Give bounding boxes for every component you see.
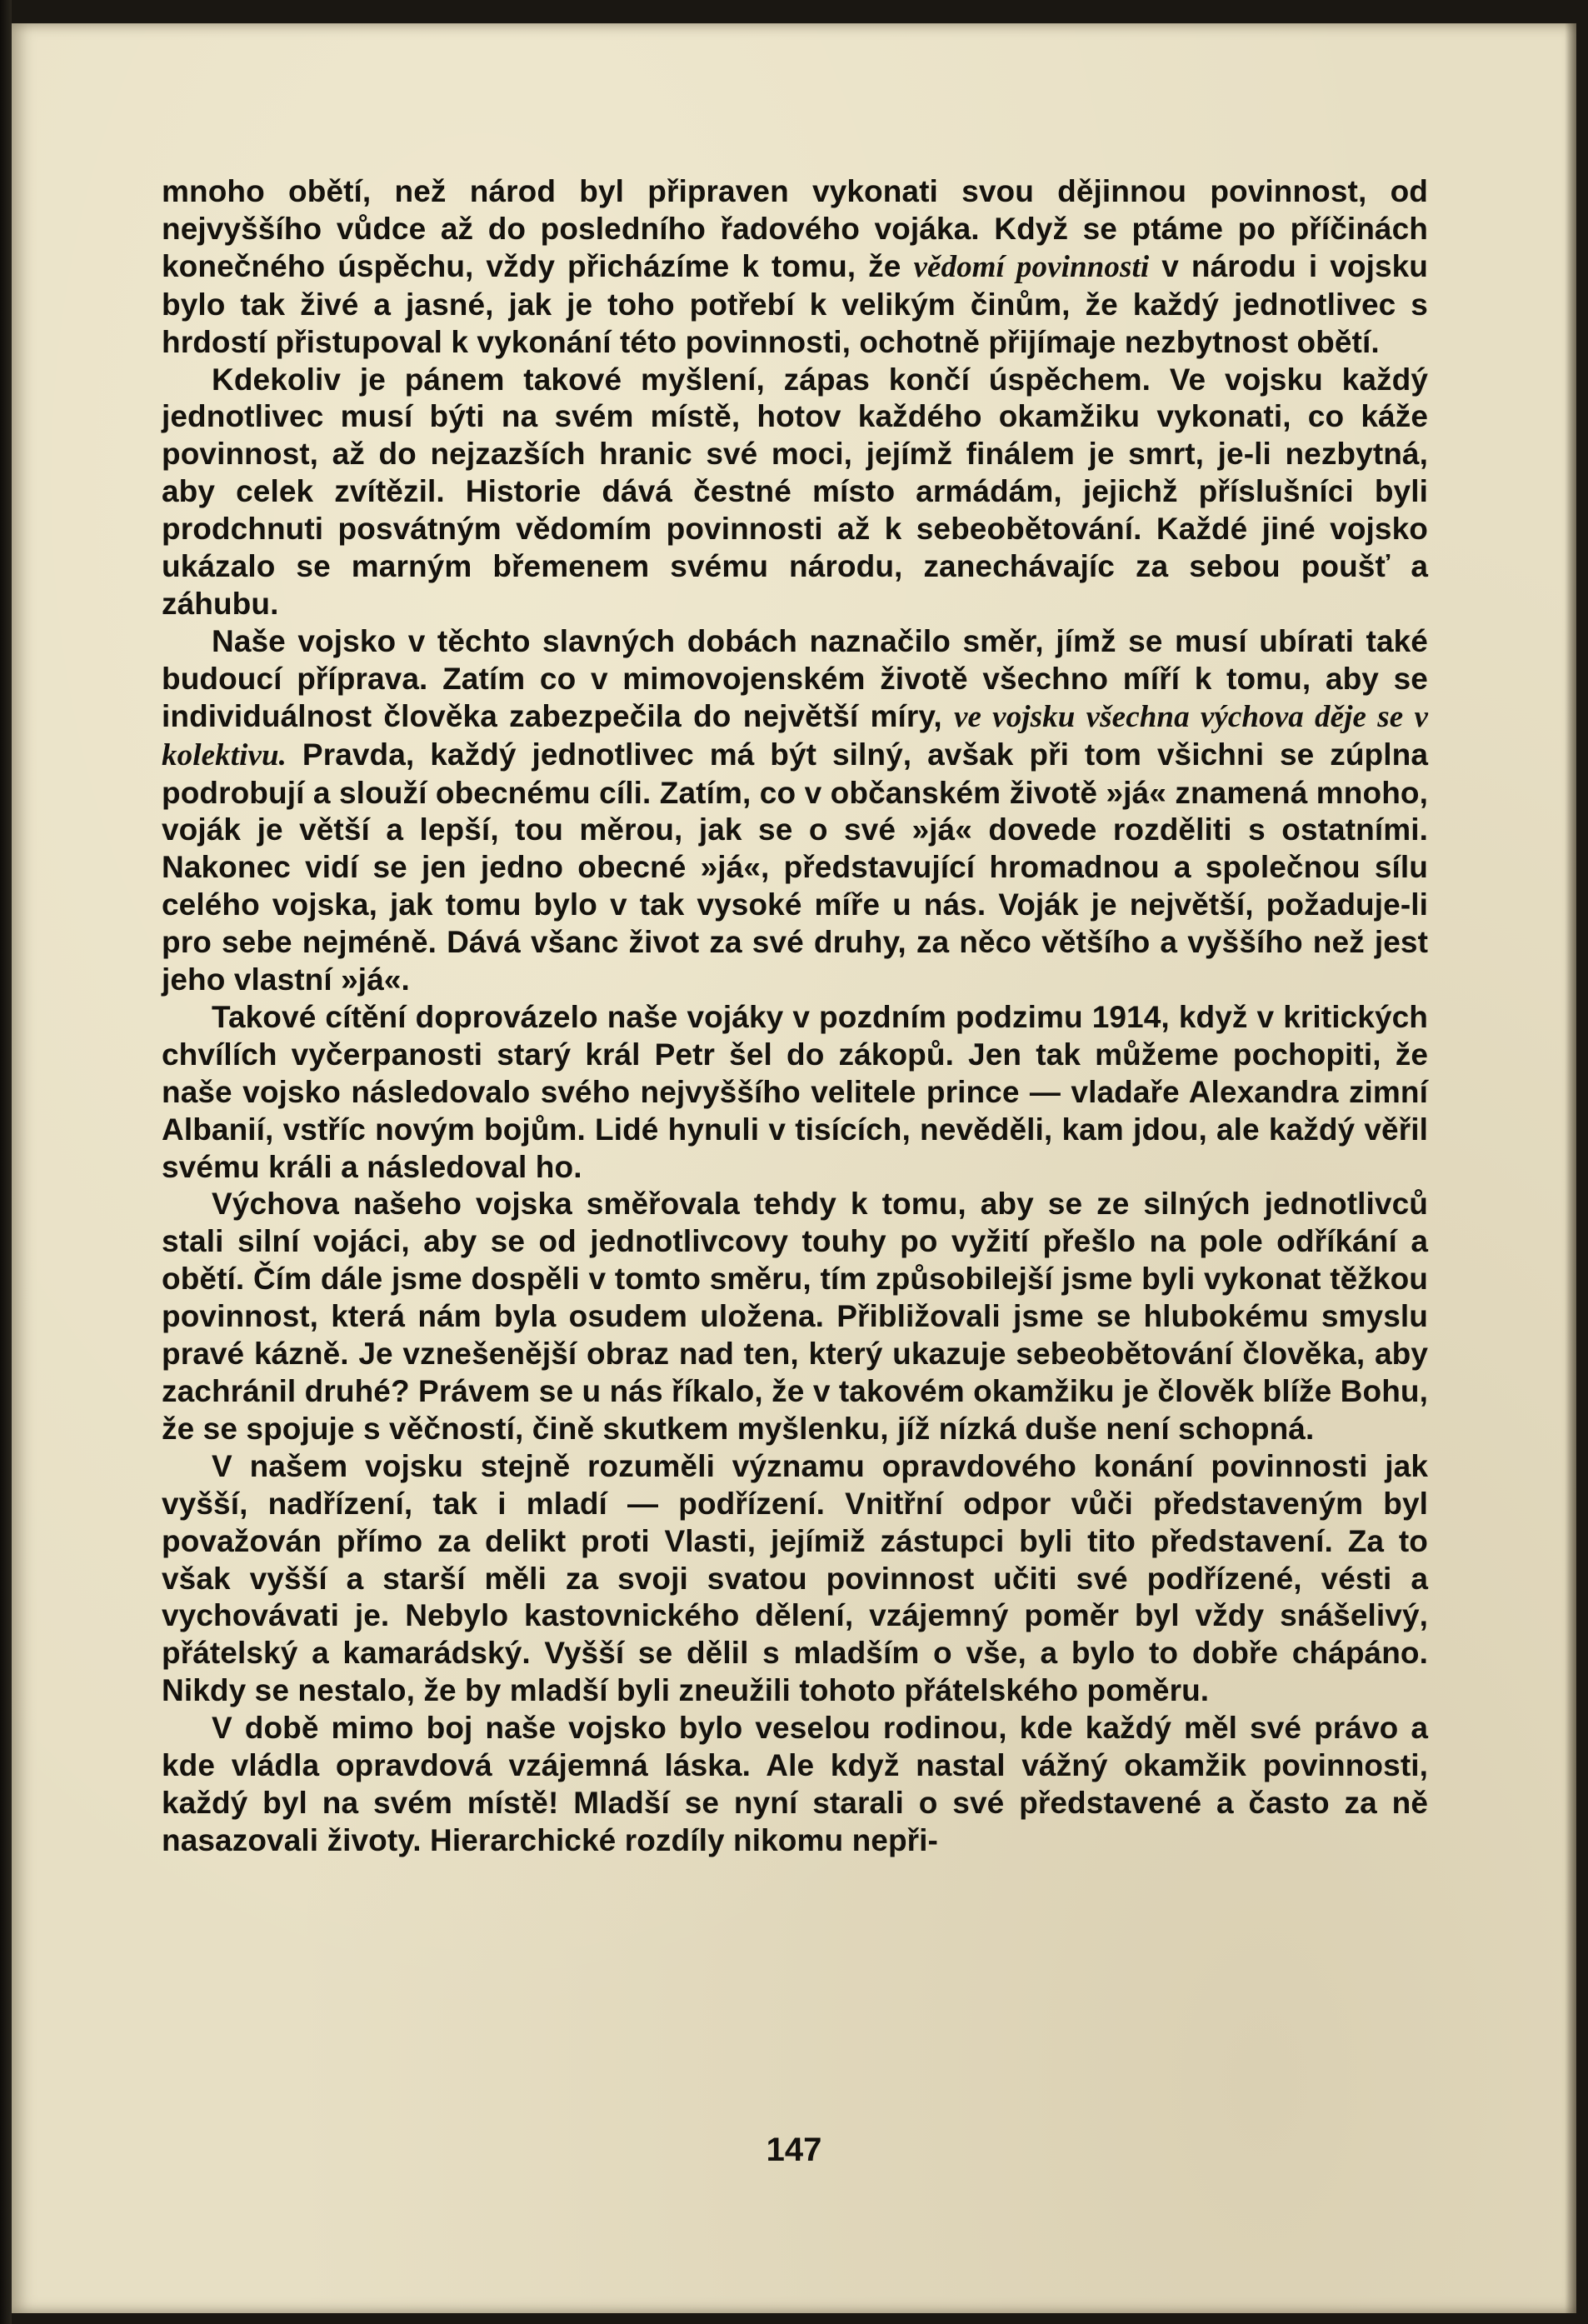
text-run: Naše vojsko v těchto slavných dobách naznačilo směr, jímž se musí ubírati také budoucí příprava. Zatím co v mimovojenském životě všechno míří k tomu, aby se individuálnost člověka zabezpečila do největší míry, xyxy=(162,623,1428,733)
page-edge-shadow xyxy=(1565,23,1576,2313)
text-run: Výchova našeho vojska směřovala tehdy k tomu, aby se ze silných jednotlivců stali silní vojáci, aby se od jednotlivcovy touhy po vyžití přešlo na pole odříkání a obětí. Čím dále jsme dospěli v tomto směru, tím způsobilejší jsme byli vykonat těžkou povinnost, která nám byla osudem uložena. Přibližovali jsme se hlubokému smyslu pravé kázně. Je vznešenější obraz nad ten, který ukazuje sebeobětování člověka, aby zachránil druhé? Právem se u nás říkalo, že v takovém okamžiku je člověk blíže Bohu, že se spojuje s věčností, čině skutkem myšlenku, jíž nízká duše není schopná. xyxy=(162,1187,1428,1446)
paragraph-7 xyxy=(162,1710,1428,1860)
paragraph-4 xyxy=(162,999,1428,1187)
text-run: v národu i vojsku bylo tak živé a jasné, jak je toho potřebí k velikým činům, že každý jednotlivec s hrdostí přistupoval k vykonání této povinnosti, ochotně přijímaje nezbytnost obětí. xyxy=(162,248,1429,359)
paragraph-5 xyxy=(162,1186,1428,1447)
text-run: Pravda, každý jednotlivec má být silný, avšak při tom všichni se zúplna podrobují a slouží obecnému cíli. Zatím, co v občanském životě »já« znamená mnoho, voják je větší a lepší, tou měrou, jak se o své »já« dovede rozděliti s ostatními. Nakonec vidí se jen jedno obecné »já«, představující hromadnou a společnou sílu celého vojska, jak tomu bylo v tak vysoké míře u nás. Voják je největší, požaduje-li pro sebe nejméně. Dává všanc život za své druhy, za něco většího a vyššího než jest jeho vlastní »já«. xyxy=(162,737,1428,997)
page-number: 147 xyxy=(766,2132,822,2168)
book-spine-shadow xyxy=(0,0,12,2324)
paragraph-6 xyxy=(162,1448,1428,1710)
text-run: Kdekoliv je pánem takové myšlení, zápas končí úspěchem. Ve vojsku každý jednotlivec musí býti na svém místě, hotov každého okamžiku vykonati, co káže povinnost, až do nejzazších hranic své moci, jejímž finálem je smrt, je-li nezbytná, aby celek zvítězil. Historie dává čestné místo armádám, jejichž příslušníci byli prodchnuti posvátným vědomím povinnosti až k sebeobětování. Každé jiné vojsko ukázalo se marným břemenem svému národu, zanechávajíc za sebou poušť a záhubu. xyxy=(162,362,1428,621)
paragraph-1 xyxy=(162,173,1428,362)
paragraph-3 xyxy=(162,623,1428,999)
paragraph-2 xyxy=(162,362,1428,623)
emphasis-run: ve vojsku všechna výchova děje se v kolektivu. xyxy=(162,699,1428,772)
text-run: mnoho obětí, než národ byl připraven vykonati svou dějinnou povinnost, od nejvyššího vůdce až do posledního řadového vojáka. Když se ptáme po příčinách konečného úspěchu, vždy přicházíme k tomu, že xyxy=(162,174,1428,283)
emphasis-run: vědomí povinnosti xyxy=(913,249,1150,284)
text-run: V době mimo boj naše vojsko bylo veselou rodinou, kde každý měl své právo a kde vládla opravdová vzájemná láska. Ale když nastal vážný okamžik povinnosti, každý byl na svém místě! Mladší se nyní starali o své představené a často za ně nasazovali životy. Hierarchické rozdíly nikomu nepři- xyxy=(162,1711,1428,1857)
book-page xyxy=(12,23,1576,2313)
text-run: Takové cítění doprovázelo naše vojáky v pozdním podzimu 1914, když v kritických chvílích vyčerpanosti starý král Petr šel do zákopů. Jen tak můžeme pochopiti, že naše vojsko následovalo svého nejvyššího velitele prince — vladaře Alexandra zimní Albanií, vstříc novým bojům. Lidé hynuli v tisících, nevěděli, kam jdou, ale každý věřil svému králi a následoval ho. xyxy=(162,999,1428,1184)
body-text xyxy=(162,173,1428,1860)
text-run: V našem vojsku stejně rozuměli významu opravdového konání povinnosti jak vyšší, nadřízení, tak i mladí — podřízení. Vnitřní odpor vůči představeným byl považován přímo za delikt proti Vlasti, jejímiž zástupci byli tito představení. Za to však vyšší a starší měli za svoji svatou povinnost učiti své podřízené, vésti a vychovávati je. Nebylo kastovnického dělení, vzájemný poměr byl vždy snášelivý, přátelský a kamarádský. Vyšší se dělil s mladším o vše, a bylo to dobře chápáno. Nikdy se nestalo, že by mladší byli zneužili tohoto přátelského poměru. xyxy=(162,1448,1428,1708)
